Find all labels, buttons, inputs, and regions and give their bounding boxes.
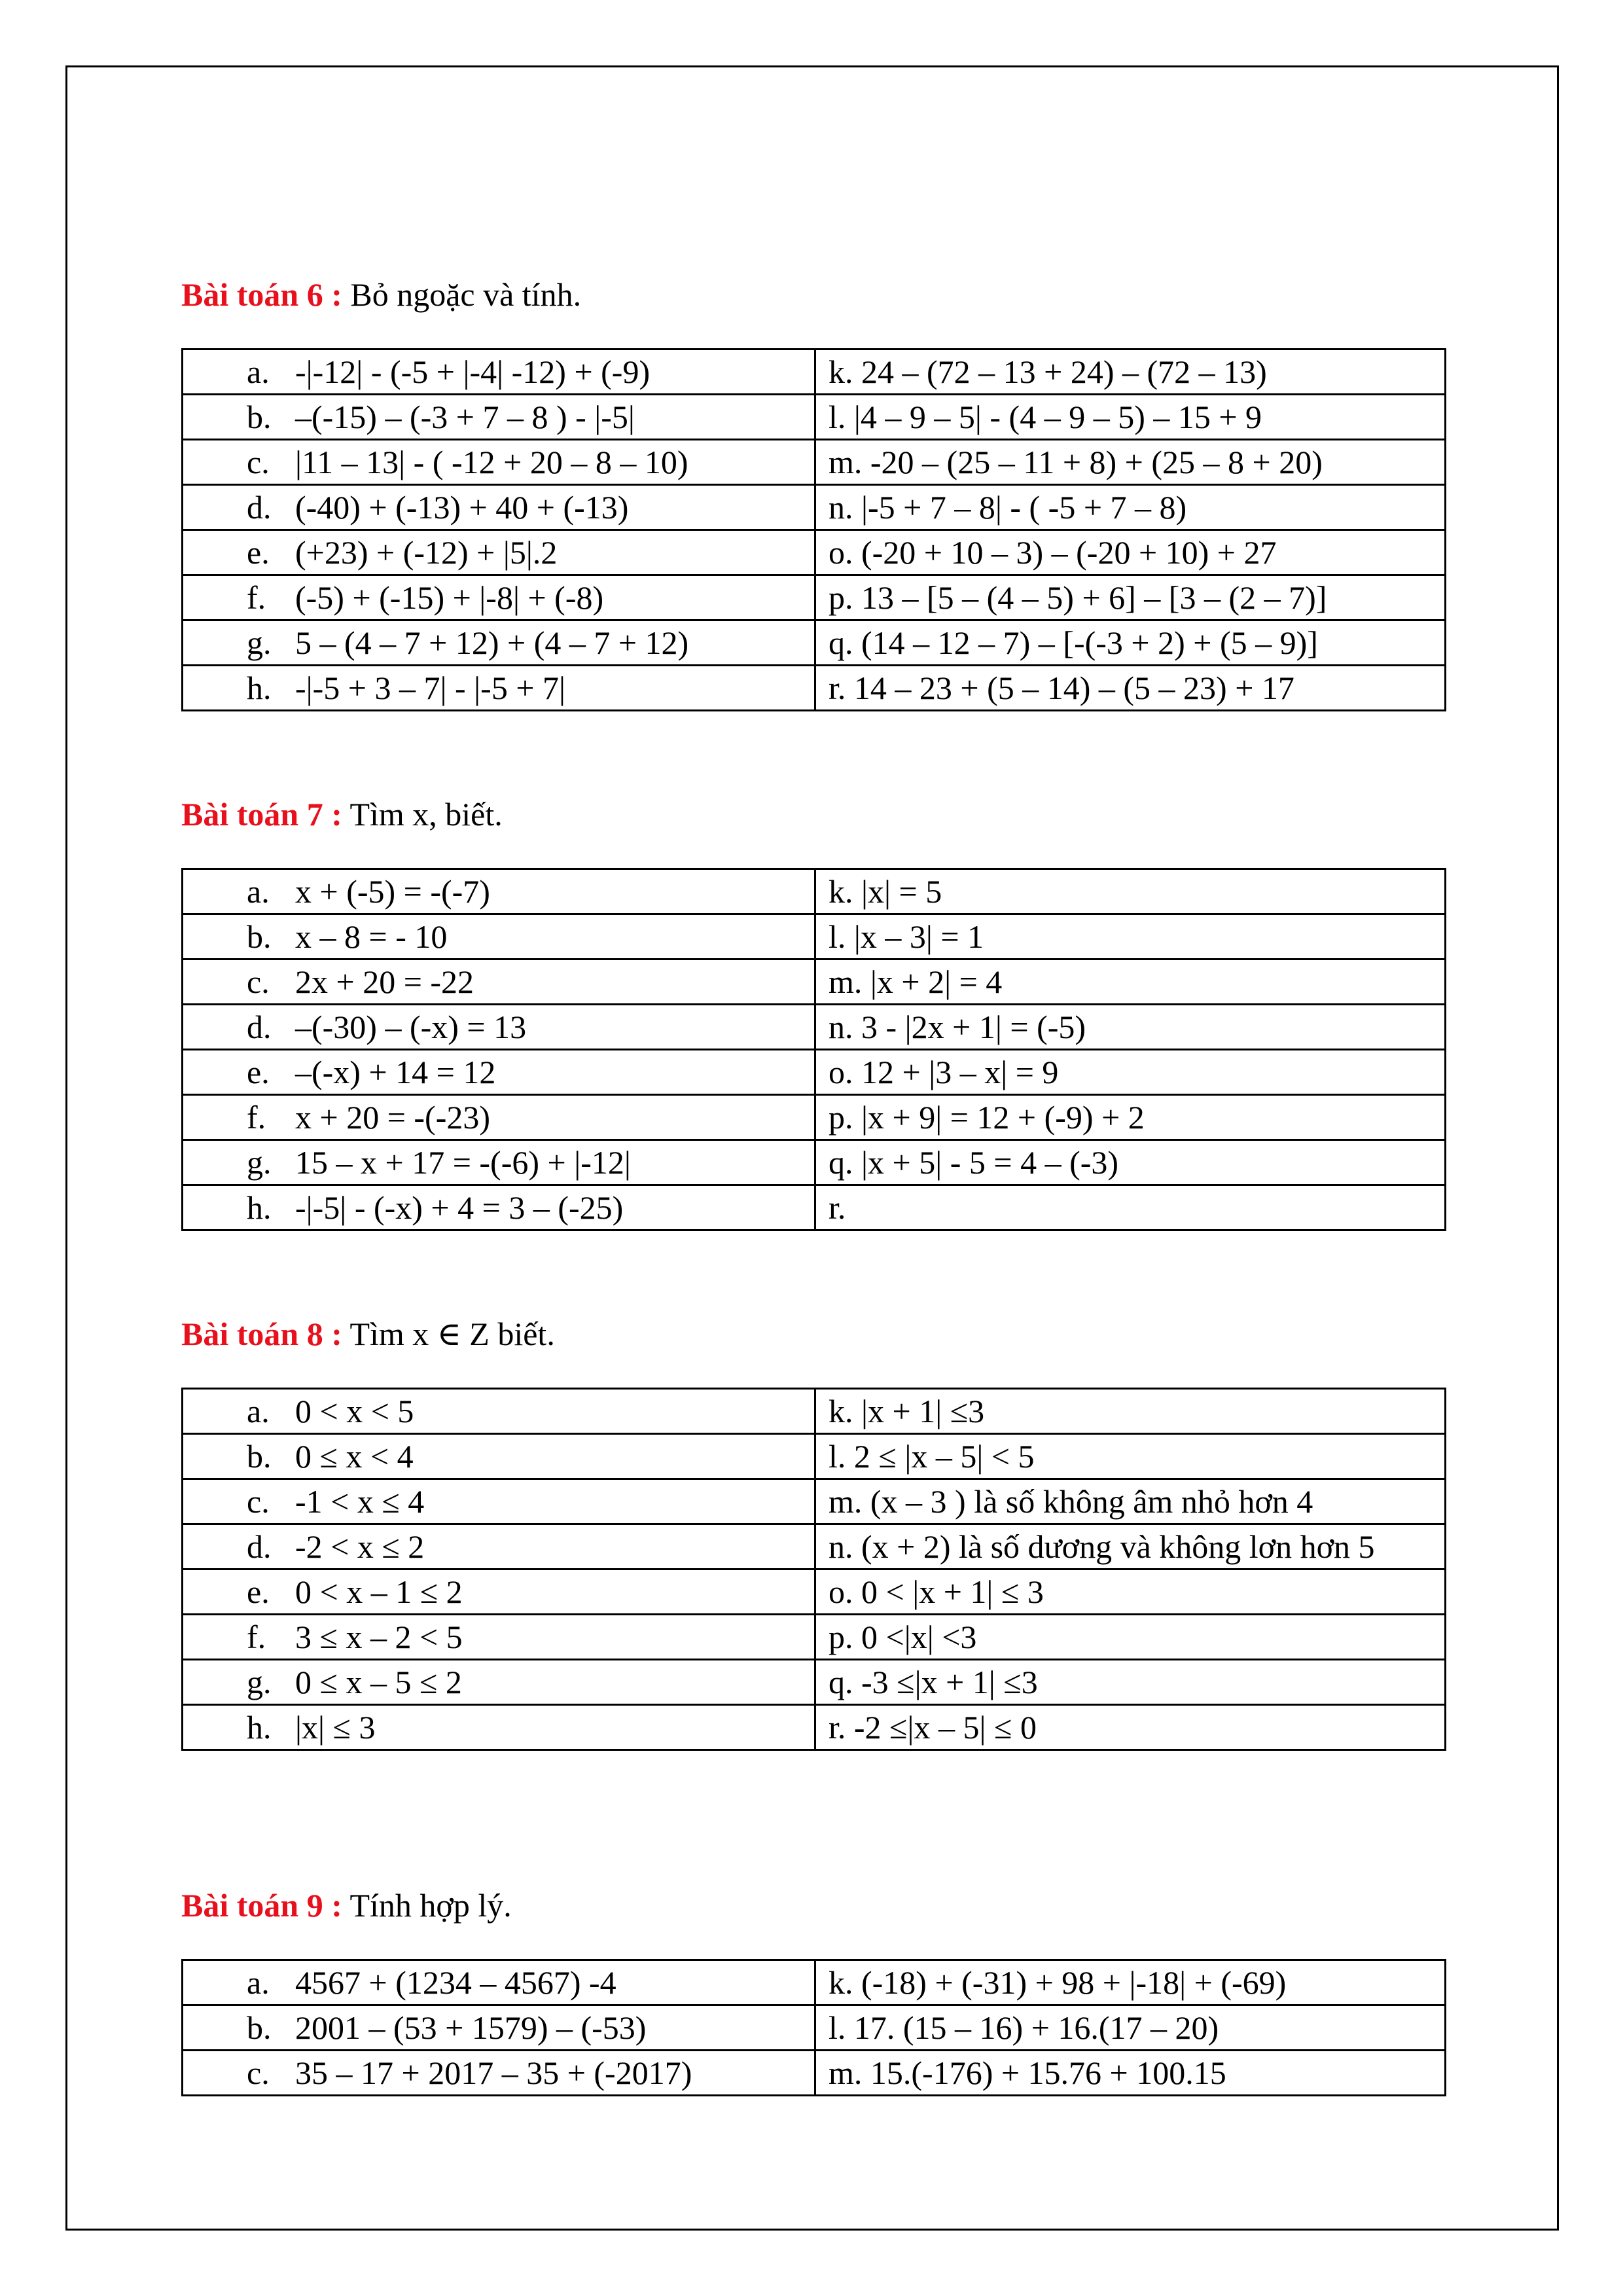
problem-text: q. (14 – 12 – 7) – [-(-3 + 2) + (5 – 9)] — [829, 624, 1318, 661]
table-row — [183, 2005, 1446, 2051]
exercise-title — [181, 1886, 1446, 1925]
problem-text: n. (x + 2) là số dương và không lơn hơn 5 — [829, 1528, 1375, 1565]
problem-text: |11 – 13| - ( -12 + 20 – 8 – 10) — [295, 444, 688, 480]
table-row — [183, 914, 1446, 960]
problem-cell-right — [815, 666, 1446, 711]
exercise-label: Bài toán 9 : — [181, 1887, 342, 1924]
item-letter: b. — [247, 2009, 272, 2046]
problem-text: l. |x – 3| = 1 — [829, 918, 984, 955]
table-row — [183, 1005, 1446, 1050]
exercise-table — [181, 868, 1446, 1231]
problem-text: p. 0 <|x| <3 — [829, 1619, 977, 1655]
problem-cell-right — [815, 1660, 1446, 1705]
problem-text: m. (x – 3 ) là số không âm nhỏ hơn 4 — [829, 1483, 1313, 1520]
exercise-instruction: Tính hợp lý. — [349, 1887, 512, 1924]
exercise-instruction: Bỏ ngoặc và tính. — [350, 276, 582, 313]
problem-cell-left — [183, 1660, 815, 1705]
problem-text: 3 ≤ x – 2 < 5 — [295, 1619, 463, 1655]
item-letter: e. — [247, 1054, 270, 1090]
problem-text: –(-x) + 14 = 12 — [295, 1054, 496, 1090]
problem-cell-right — [815, 1050, 1446, 1095]
problem-cell-left — [183, 1140, 815, 1185]
table-row — [183, 350, 1446, 395]
exercise-title — [181, 795, 1446, 834]
problem-cell-left — [183, 1434, 815, 1479]
problem-cell-right — [815, 1705, 1446, 1750]
problem-cell-right — [815, 1434, 1446, 1479]
item-letter: a. — [247, 1964, 270, 2001]
exercise-title — [181, 1314, 1446, 1354]
problem-cell-left — [183, 575, 815, 620]
exercise-label: Bài toán 8 : — [181, 1316, 342, 1352]
exercise-instruction: Tìm x, biết. — [349, 796, 503, 833]
problem-text: 15 – x + 17 = -(-6) + |-12| — [295, 1144, 631, 1181]
item-letter: a. — [247, 873, 270, 910]
problem-cell-left — [183, 1389, 815, 1434]
table-row — [183, 1185, 1446, 1230]
problem-cell-left — [183, 1095, 815, 1140]
item-letter: a. — [247, 1393, 270, 1429]
exercise-label: Bài toán 6 : — [181, 276, 342, 313]
problem-cell-right — [815, 350, 1446, 395]
problem-cell-right — [815, 960, 1446, 1005]
problem-text: |x| ≤ 3 — [295, 1709, 376, 1746]
problem-text: 0 ≤ x < 4 — [295, 1438, 414, 1475]
problem-text: -|-5| - (-x) + 4 = 3 – (-25) — [295, 1189, 624, 1226]
problem-cell-left — [183, 620, 815, 666]
problem-cell-left — [183, 666, 815, 711]
problem-cell-left — [183, 1479, 815, 1524]
problem-text: p. 13 – [5 – (4 – 5) + 6] – [3 – (2 – 7)] — [829, 579, 1327, 616]
problem-text: k. 24 – (72 – 13 + 24) – (72 – 13) — [829, 353, 1267, 390]
problem-cell-right — [815, 575, 1446, 620]
table-row — [183, 620, 1446, 666]
problem-text: k. (-18) + (-31) + 98 + |-18| + (-69) — [829, 1964, 1287, 2001]
item-letter: d. — [247, 489, 272, 526]
problem-text: l. |4 – 9 – 5| - (4 – 9 – 5) – 15 + 9 — [829, 399, 1262, 435]
problem-cell-right — [815, 485, 1446, 530]
problem-text: (-5) + (-15) + |-8| + (-8) — [295, 579, 604, 616]
problem-cell-left — [183, 1615, 815, 1660]
problem-cell-left — [183, 1005, 815, 1050]
problem-cell-left — [183, 1570, 815, 1615]
exercise-table — [181, 1388, 1446, 1751]
item-letter: b. — [247, 399, 272, 435]
item-letter: a. — [247, 353, 270, 390]
problem-cell-left — [183, 1050, 815, 1095]
problem-text: r. 14 – 23 + (5 – 14) – (5 – 23) + 17 — [829, 670, 1294, 706]
exercise-title — [181, 275, 1446, 314]
problem-cell-left — [183, 485, 815, 530]
exercise-table — [181, 1959, 1446, 2096]
problem-text: r. -2 ≤|x – 5| ≤ 0 — [829, 1709, 1037, 1746]
problem-text: –(-30) – (-x) = 13 — [295, 1009, 527, 1045]
table-row — [183, 1615, 1446, 1660]
problem-cell-right — [815, 1005, 1446, 1050]
problem-cell-left — [183, 440, 815, 485]
problem-text: x + (-5) = -(-7) — [295, 873, 490, 910]
item-letter: g. — [247, 624, 272, 661]
item-letter: c. — [247, 2054, 270, 2091]
problem-cell-left — [183, 869, 815, 914]
table-row — [183, 440, 1446, 485]
table-row — [183, 1524, 1446, 1570]
problem-text: o. 0 < |x + 1| ≤ 3 — [829, 1573, 1044, 1610]
table-row — [183, 1705, 1446, 1750]
table-row — [183, 1095, 1446, 1140]
item-letter: b. — [247, 918, 272, 955]
item-letter: c. — [247, 1483, 270, 1520]
problem-text: m. -20 – (25 – 11 + 8) + (25 – 8 + 20) — [829, 444, 1323, 480]
table-row — [183, 960, 1446, 1005]
problem-cell-left — [183, 960, 815, 1005]
problem-text: x + 20 = -(-23) — [295, 1099, 490, 1136]
problem-cell-right — [815, 395, 1446, 440]
table-row — [183, 1050, 1446, 1095]
problem-cell-left — [183, 2051, 815, 2096]
problem-text: n. 3 - |2x + 1| = (-5) — [829, 1009, 1086, 1045]
item-letter: e. — [247, 534, 270, 571]
problem-text: m. |x + 2| = 4 — [829, 963, 1003, 1000]
problem-cell-left — [183, 350, 815, 395]
problem-cell-right — [815, 1479, 1446, 1524]
table-row — [183, 1479, 1446, 1524]
item-letter: h. — [247, 670, 272, 706]
problem-text: o. (-20 + 10 – 3) – (-20 + 10) + 27 — [829, 534, 1277, 571]
item-letter: f. — [247, 1619, 266, 1655]
problem-text: 4567 + (1234 – 4567) -4 — [295, 1964, 616, 2001]
problem-text: 0 < x – 1 ≤ 2 — [295, 1573, 463, 1610]
problem-cell-right — [815, 1185, 1446, 1230]
table-row — [183, 1434, 1446, 1479]
table-row — [183, 485, 1446, 530]
problem-cell-left — [183, 914, 815, 960]
problem-text: p. |x + 9| = 12 + (-9) + 2 — [829, 1099, 1145, 1136]
item-letter: e. — [247, 1573, 270, 1610]
problem-text: 2001 – (53 + 1579) – (-53) — [295, 2009, 647, 2046]
table-row — [183, 1570, 1446, 1615]
problem-cell-right — [815, 869, 1446, 914]
item-letter: c. — [247, 963, 270, 1000]
problem-cell-left — [183, 530, 815, 575]
problem-cell-right — [815, 1389, 1446, 1434]
exercise-section-9 — [181, 1886, 1446, 2096]
item-letter: f. — [247, 579, 266, 616]
table-row — [183, 869, 1446, 914]
problem-cell-right — [815, 530, 1446, 575]
problem-text: –(-15) – (-3 + 7 – 8 ) - |-5| — [295, 399, 635, 435]
exercise-instruction: Tìm x ∈ Z biết. — [349, 1316, 555, 1352]
exercise-section-8 — [181, 1314, 1446, 1751]
table-row — [183, 1389, 1446, 1434]
problem-text: -2 < x ≤ 2 — [295, 1528, 425, 1565]
problem-text: 35 – 17 + 2017 – 35 + (-2017) — [295, 2054, 692, 2091]
problem-text: q. |x + 5| - 5 = 4 – (-3) — [829, 1144, 1119, 1181]
problem-text: (-40) + (-13) + 40 + (-13) — [295, 489, 629, 526]
table-row — [183, 1140, 1446, 1185]
problem-text: 5 – (4 – 7 + 12) + (4 – 7 + 12) — [295, 624, 689, 661]
problem-cell-right — [815, 2005, 1446, 2051]
table-row — [183, 666, 1446, 711]
problem-cell-left — [183, 1960, 815, 2005]
table-row — [183, 395, 1446, 440]
problem-text: n. |-5 + 7 – 8| - ( -5 + 7 – 8) — [829, 489, 1187, 526]
problem-text: x – 8 = - 10 — [295, 918, 448, 955]
problem-text: k. |x + 1| ≤3 — [829, 1393, 985, 1429]
problem-text: -1 < x ≤ 4 — [295, 1483, 425, 1520]
problem-cell-left — [183, 395, 815, 440]
exercise-section-6 — [181, 275, 1446, 711]
problem-text: l. 17. (15 – 16) + 16.(17 – 20) — [829, 2009, 1219, 2046]
item-letter: h. — [247, 1709, 272, 1746]
problem-text: k. |x| = 5 — [829, 873, 942, 910]
exercise-label: Bài toán 7 : — [181, 796, 342, 833]
problem-text: 0 ≤ x – 5 ≤ 2 — [295, 1664, 462, 1700]
problem-text: 0 < x < 5 — [295, 1393, 414, 1429]
problem-cell-right — [815, 1615, 1446, 1660]
problem-text: -|-5 + 3 – 7| - |-5 + 7| — [295, 670, 566, 706]
item-letter: b. — [247, 1438, 272, 1475]
problem-cell-right — [815, 440, 1446, 485]
problem-cell-left — [183, 1705, 815, 1750]
problem-text: 2x + 20 = -22 — [295, 963, 474, 1000]
problem-text: (+23) + (-12) + |5|.2 — [295, 534, 558, 571]
table-row — [183, 1960, 1446, 2005]
exercise-table — [181, 348, 1446, 711]
problem-cell-right — [815, 914, 1446, 960]
table-row — [183, 1660, 1446, 1705]
problem-cell-right — [815, 1140, 1446, 1185]
problem-cell-right — [815, 620, 1446, 666]
problem-cell-left — [183, 1185, 815, 1230]
problem-text: l. 2 ≤ |x – 5| < 5 — [829, 1438, 1035, 1475]
problem-text: o. 12 + |3 – x| = 9 — [829, 1054, 1059, 1090]
table-row — [183, 2051, 1446, 2096]
problem-cell-left — [183, 2005, 815, 2051]
problem-cell-right — [815, 2051, 1446, 2096]
problem-cell-right — [815, 1524, 1446, 1570]
problem-text: r. — [829, 1189, 846, 1226]
problem-cell-right — [815, 1095, 1446, 1140]
item-letter: h. — [247, 1189, 272, 1226]
table-row — [183, 530, 1446, 575]
table-row — [183, 575, 1446, 620]
problem-text: m. 15.(-176) + 15.76 + 100.15 — [829, 2054, 1226, 2091]
item-letter: c. — [247, 444, 270, 480]
item-letter: d. — [247, 1528, 272, 1565]
item-letter: g. — [247, 1664, 272, 1700]
problem-text: -|-12| - (-5 + |-4| -12) + (-9) — [295, 353, 651, 390]
exercise-section-7 — [181, 795, 1446, 1231]
item-letter: d. — [247, 1009, 272, 1045]
item-letter: g. — [247, 1144, 272, 1181]
problem-cell-right — [815, 1570, 1446, 1615]
problem-cell-right — [815, 1960, 1446, 2005]
problem-cell-left — [183, 1524, 815, 1570]
problem-text: q. -3 ≤|x + 1| ≤3 — [829, 1664, 1038, 1700]
item-letter: f. — [247, 1099, 266, 1136]
